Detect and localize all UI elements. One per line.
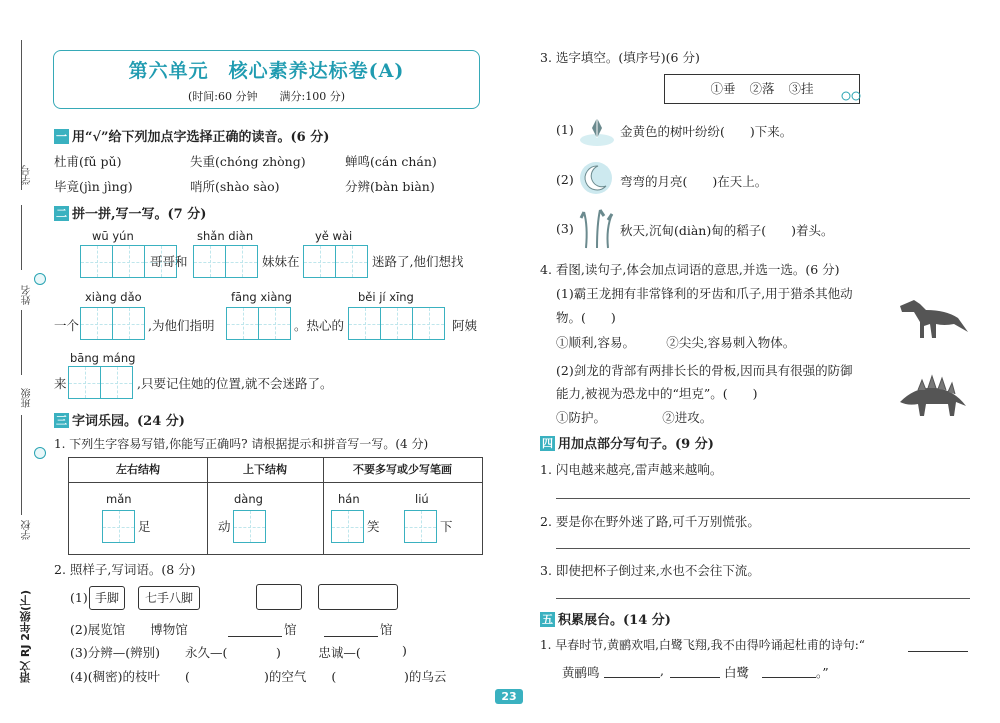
pinyin-choice-item[interactable]: 哨所(shào sào)	[190, 179, 280, 194]
pinyin-prompt: mǎn	[106, 492, 132, 506]
pinyin-choice-item[interactable]: 毕竟(jìn jìng)	[54, 179, 133, 194]
item-text: )的空气 (	[264, 669, 337, 684]
sentence-text: ,只要记住她的位置,就不会迷路了。	[137, 376, 333, 391]
question-1: 1. 早春时节,黄鹂欢唱,白鹭飞翔,我不由得吟诵起杜甫的诗句:“	[540, 638, 865, 652]
choice-options[interactable]: ①顺利,容易。 ②尖尖,容易刺入物体。	[556, 335, 796, 350]
item-text: 弯弯的月亮( )在天上。	[620, 174, 768, 189]
section-title: 积累展台。(14 分)	[558, 613, 671, 628]
pinyin-prompt: dàng	[234, 492, 263, 506]
section-4-heading	[540, 433, 714, 452]
answer-blank[interactable]	[604, 664, 660, 678]
moon-icon	[578, 160, 616, 196]
poem-text: ,	[660, 663, 664, 678]
page-number: 23	[491, 685, 527, 704]
section-number: 五	[542, 613, 553, 626]
writing-grid[interactable]	[193, 245, 257, 278]
sentence-text: 哥哥和	[150, 254, 188, 269]
hint-char: 下	[440, 519, 453, 534]
section-title: 用加点部分写句子。(9 分)	[558, 437, 714, 452]
pinyin-prompt: běi jí xīng	[358, 290, 414, 304]
pinyin-choice-item[interactable]: 杜甫(fǔ pǔ)	[54, 154, 122, 169]
answer-blank[interactable]	[908, 638, 968, 652]
answer-box[interactable]	[256, 584, 302, 610]
pinyin-choice-item[interactable]: 失重(chóng zhòng)	[190, 154, 306, 169]
item-text: ) 忠诚—(	[276, 645, 361, 660]
table-header: 不要多写或少写笔画	[323, 458, 482, 483]
writing-grid[interactable]	[303, 245, 367, 278]
table-header: 上下结构	[207, 458, 323, 483]
margin-line	[21, 415, 22, 515]
rice-plant-icon	[578, 206, 616, 250]
item-text: (2)展览馆 博物馆	[70, 622, 188, 637]
pinyin-prompt: wū yún	[92, 229, 134, 243]
pinyin-prompt: fāng xiàng	[231, 290, 292, 304]
decoration-icon	[840, 88, 866, 102]
pinyin-prompt: liú	[415, 492, 429, 506]
answer-line[interactable]	[556, 498, 970, 499]
example-word-box: 七手八脚	[138, 586, 200, 610]
example-word-box: 手脚	[89, 586, 125, 610]
pinyin-prompt: yě wài	[315, 229, 353, 243]
item-text: (4)(稠密)的枝叶 (	[70, 669, 190, 684]
section-number: 二	[56, 207, 67, 220]
writing-grid[interactable]	[233, 510, 265, 543]
sentence-text: 妹妹在	[262, 254, 300, 269]
subject-label: 语文 RJ 2年级(下)	[19, 590, 32, 683]
item-label: (1)	[556, 122, 574, 137]
sentence-prompt: 3. 即使把杯子倒过来,水也不会往下流。	[540, 563, 760, 578]
question-2: 2. 照样子,写词语。(8 分)	[54, 562, 196, 577]
pinyin-choice-item[interactable]: 蝉鸣(cán chán)	[345, 154, 437, 169]
sentence-text: 阿姨	[452, 318, 478, 333]
tyrannosaurus-icon	[896, 292, 970, 340]
pinyin-prompt: hán	[338, 492, 360, 506]
section-2-heading	[54, 203, 206, 222]
pinyin-prompt: bāng máng	[70, 351, 136, 365]
section-number: 一	[56, 130, 67, 143]
item-text: 馆	[380, 622, 393, 637]
sentence-text: 物。( )	[556, 310, 616, 325]
pinyin-choice-item[interactable]: 分辨(bàn biàn)	[345, 179, 435, 194]
pinyin-prompt: shǎn diàn	[197, 229, 254, 243]
writing-grid[interactable]	[226, 307, 290, 340]
section-5-heading	[540, 609, 671, 628]
school-label: 学校	[22, 520, 33, 540]
item-text: 秋天,沉甸(diàn)甸的稻子( )着头。	[620, 223, 834, 238]
name-label: 姓名	[22, 285, 33, 305]
falling-leaf-icon	[578, 110, 616, 148]
question-1: 1. 下列生字容易写错,你能写正确吗? 请根据提示和拼音写一写。(4 分)	[54, 437, 429, 451]
item-label: (3)	[556, 221, 574, 236]
hint-char: 足	[138, 519, 151, 534]
binding-hole	[34, 273, 46, 285]
table-header: 左右结构	[69, 458, 207, 483]
table-divider	[323, 458, 324, 554]
writing-grid[interactable]	[404, 510, 436, 543]
item-text: 馆	[284, 622, 297, 637]
writing-grid[interactable]	[348, 307, 444, 340]
sentence-prompt: 2. 要是你在野外迷了路,可千万别慌张。	[540, 514, 760, 529]
writing-grid[interactable]	[331, 510, 363, 543]
margin-line	[21, 205, 22, 270]
writing-grid[interactable]	[102, 510, 134, 543]
answer-blank[interactable]	[324, 622, 378, 637]
answer-blank[interactable]	[670, 664, 720, 678]
sentence-text: ,为他们指明	[148, 318, 215, 333]
writing-grid[interactable]	[80, 307, 144, 340]
sentence-text: (2)剑龙的背部有两排长长的骨板,因而具有很强的防御	[556, 363, 853, 378]
answer-line[interactable]	[556, 598, 970, 599]
section-1-heading	[54, 126, 329, 145]
binding-hole	[34, 447, 46, 459]
sentence-text: 迷路了,他们想找	[372, 254, 464, 269]
section-number: 四	[542, 437, 553, 450]
question-3: 3. 选字填空。(填序号)(6 分)	[540, 50, 700, 65]
answer-line[interactable]	[556, 548, 970, 549]
section-3-heading	[54, 410, 185, 429]
page-title: 第六单元 核心素养达标卷(A)	[128, 60, 405, 82]
item-label: (1)	[70, 590, 88, 605]
margin-line	[21, 310, 22, 375]
sentence-text: 。热心的	[294, 318, 345, 333]
choice-options[interactable]: ①防护。 ②进攻。	[556, 410, 713, 425]
exam-time-score: (时间:60 分钟 满分:100 分)	[188, 90, 345, 103]
section-number: 三	[56, 414, 67, 427]
pinyin-prompt: xiàng dǎo	[85, 290, 142, 304]
section-title: 用“√”给下列加点字选择正确的读音。(6 分)	[72, 130, 330, 145]
sentence-text: (1)霸王龙拥有非常锋利的牙齿和爪子,用于猎杀其他动	[556, 286, 853, 301]
section-title: 拼一拼,写一写。(7 分)	[72, 207, 207, 222]
writing-grid[interactable]	[68, 366, 132, 399]
item-label: (2)	[556, 172, 574, 187]
option-box: ①垂 ②落 ③挂	[664, 74, 860, 104]
table-divider	[207, 458, 208, 554]
item-text: (3)分辨—(辨别) 永久—(	[70, 645, 228, 660]
item-text: 金黄色的树叶纷纷( )下来。	[620, 124, 793, 139]
student-id-label: 学号	[22, 165, 33, 185]
question-4: 4. 看图,读句子,体会加点词语的意思,并选一选。(6 分)	[540, 262, 840, 277]
hint-char: 动	[218, 519, 231, 534]
stegosaurus-icon	[896, 372, 970, 418]
answer-blank[interactable]	[228, 622, 282, 637]
class-label: 班级	[22, 388, 33, 408]
poem-text: 白鹭	[724, 665, 750, 680]
sentence-text: 来	[54, 376, 67, 391]
answer-box[interactable]	[318, 584, 398, 610]
section-title: 字词乐园。(24 分)	[72, 414, 185, 429]
sentence-text: 一个	[54, 318, 80, 333]
item-text: )	[402, 643, 407, 658]
poem-text: 黄鹂鸣	[562, 665, 600, 680]
hint-char: 笑	[367, 519, 380, 534]
sentence-prompt: 1. 闪电越来越亮,雷声越来越响。	[540, 462, 723, 477]
sentence-text: 能力,被视为恐龙中的“坦克”。( )	[556, 386, 758, 401]
poem-text: 。”	[816, 665, 829, 680]
answer-blank[interactable]	[762, 664, 816, 678]
item-text: )的乌云	[404, 669, 447, 684]
